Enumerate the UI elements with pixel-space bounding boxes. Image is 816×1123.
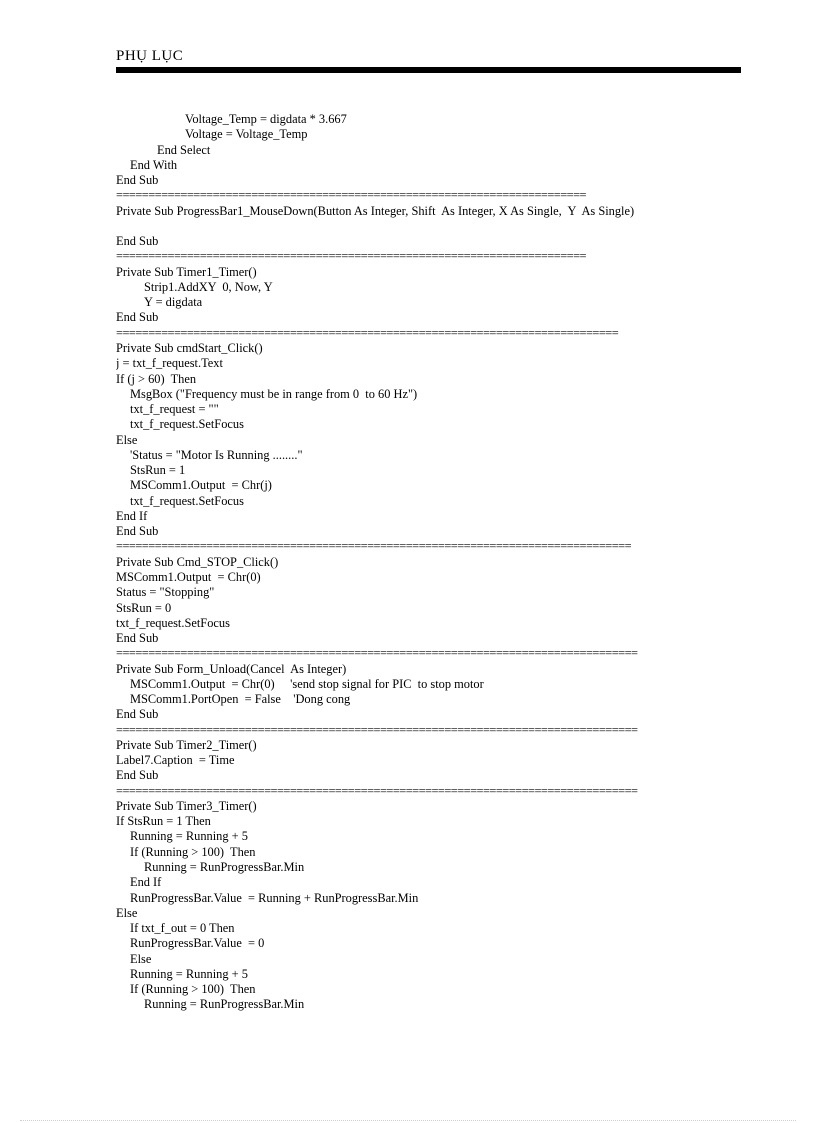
code-line: StsRun = 1 — [130, 463, 186, 478]
code-line: MSComm1.Output = Chr(j) — [130, 478, 272, 493]
code-line: Y = digdata — [144, 295, 203, 310]
code-line: If txt_f_out = 0 Then — [130, 921, 235, 936]
code-line: Running = RunProgressBar.Min — [144, 860, 305, 875]
code-line: MsgBox ("Frequency must be in range from 0 to 60 Hz") — [130, 386, 418, 401]
code-line: Private Sub ProgressBar1_MouseDown(Button As Integer, Shift As Integer, X As Single, Y As Single) — [116, 203, 635, 218]
code-line: If (j > 60) Then — [116, 371, 197, 386]
code-line: MSComm1.PortOpen = False 'Dong cong — [130, 692, 351, 707]
separator-line: ================================================================================= — [116, 646, 638, 661]
code-listing — [116, 112, 756, 1013]
code-line: RunProgressBar.Value = 0 — [130, 936, 265, 951]
separator-line: ========================================================================= — [116, 249, 586, 264]
separator-line: ========================================================================= — [116, 188, 586, 203]
code-line: End Sub — [116, 707, 159, 722]
code-line: Private Sub Timer3_Timer() — [116, 798, 257, 813]
separator-line: ================================================================================= — [116, 783, 638, 798]
header-rule — [116, 67, 741, 73]
code-line: End If — [116, 508, 148, 523]
code-line: Status = "Stopping" — [116, 585, 215, 600]
code-line — [116, 219, 756, 234]
page-bottom-border — [20, 1120, 796, 1121]
code-line: Private Sub Form_Unload(Cancel As Integer) — [116, 661, 347, 676]
separator-line: ================================================================================= — [116, 722, 638, 737]
code-line: If (Running > 100) Then — [130, 982, 256, 997]
code-line: StsRun = 0 — [116, 600, 172, 615]
code-line: MSComm1.Output = Chr(0) 'send stop signal for PIC to stop motor — [130, 676, 484, 691]
code-line: Voltage = Voltage_Temp — [185, 127, 308, 142]
code-line: End If — [130, 875, 162, 890]
code-line: j = txt_f_request.Text — [116, 356, 223, 371]
code-line: If (Running > 100) Then — [130, 844, 256, 859]
separator-line: ============================================================================== — [116, 325, 619, 340]
code-line: Running = Running + 5 — [130, 966, 248, 981]
code-line: Private Sub cmdStart_Click() — [116, 340, 263, 355]
code-line: RunProgressBar.Value = Running + RunProgressBar.Min — [130, 890, 419, 905]
separator-line: ================================================================================ — [116, 539, 632, 554]
code-line: End Sub — [116, 234, 159, 249]
code-line: Else — [130, 951, 152, 966]
code-line: End With — [130, 157, 178, 172]
code-line: Private Sub Timer2_Timer() — [116, 737, 257, 752]
code-line: txt_f_request.SetFocus — [130, 417, 244, 432]
code-line: Else — [116, 432, 138, 447]
page-header-title: PHỤ LỤC — [116, 48, 184, 64]
code-line: txt_f_request.SetFocus — [130, 493, 244, 508]
code-line: If StsRun = 1 Then — [116, 814, 211, 829]
code-line: End Sub — [116, 173, 159, 188]
code-line: Running = Running + 5 — [130, 829, 248, 844]
code-line: Running = RunProgressBar.Min — [144, 997, 305, 1012]
code-line: Label7.Caption = Time — [116, 753, 235, 768]
code-line: txt_f_request = "" — [130, 402, 219, 417]
code-line: Private Sub Timer1_Timer() — [116, 264, 257, 279]
code-line: End Sub — [116, 524, 159, 539]
code-line: Else — [116, 905, 138, 920]
code-line: Private Sub Cmd_STOP_Click() — [116, 554, 279, 569]
code-line: End Sub — [116, 768, 159, 783]
code-line: 'Status = "Motor Is Running ........" — [130, 447, 303, 462]
code-line: MSComm1.Output = Chr(0) — [116, 569, 261, 584]
code-line: End Sub — [116, 631, 159, 646]
code-line: End Select — [157, 142, 211, 157]
code-line: txt_f_request.SetFocus — [116, 615, 230, 630]
code-line: End Sub — [116, 310, 159, 325]
code-line: Strip1.AddXY 0, Now, Y — [144, 279, 273, 294]
code-line: Voltage_Temp = digdata * 3.667 — [185, 112, 347, 126]
